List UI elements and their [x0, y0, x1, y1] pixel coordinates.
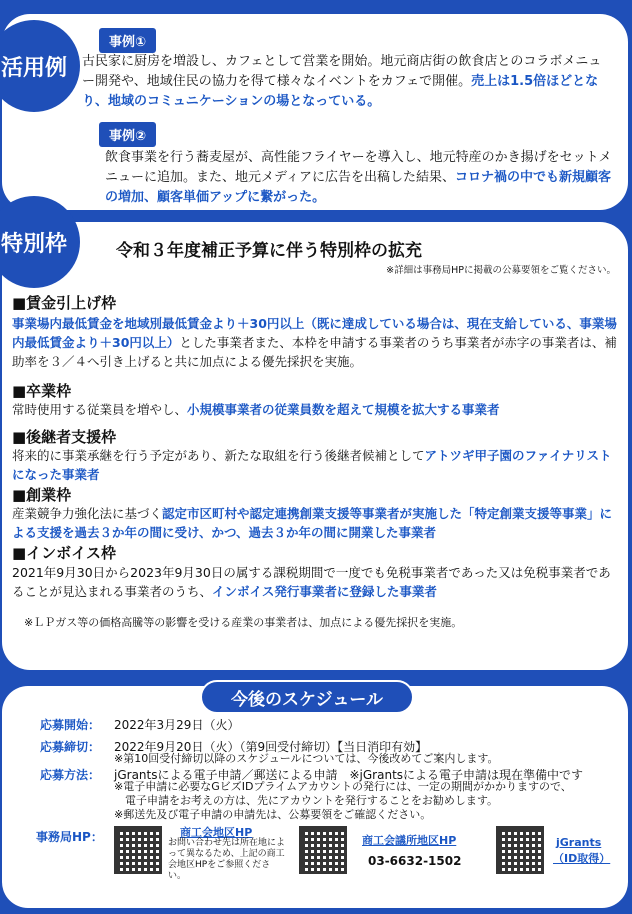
category-successor-text: [12, 446, 622, 484]
category-startup-title: ■創業枠: [12, 486, 72, 504]
special-frame-panel: [2, 222, 628, 670]
category-graduation-text: [12, 400, 622, 419]
application-start-label: 応募開始：: [40, 718, 101, 732]
chamber-district-hp-desc: お問い合わせ先は所在地によって異なるため、上記の商工会地区HPをご参照ください。: [168, 838, 286, 881]
category-successor-title: ■後継者支援枠: [12, 428, 117, 446]
application-deadline-note: ※第10回受付締切以降のスケジュールについては、今後改めてご案内します。: [114, 752, 499, 765]
category-startup-text: [12, 504, 622, 542]
case2-title: 事例②: [99, 122, 156, 147]
qr-code-icon[interactable]: [114, 826, 162, 874]
category-invoice-title: ■インボイス枠: [12, 544, 117, 562]
category-wage-body: とした事業者また、本枠を申請する事業者のうち事業者が赤字の事業者は、補助率を３／４へ引き上げると共に加点による優先採択を実施。: [12, 335, 617, 369]
category-wage-text: [12, 314, 622, 371]
application-method-label: 応募方法：: [40, 768, 101, 782]
category-successor-highlight: アトツギ甲子園のファイナリストになった事業者: [12, 448, 612, 482]
application-start-value: 2022年3月29日（火）: [114, 718, 240, 732]
category-graduation-highlight: 小規模事業者の従業員数を超えて規模を拡大する事業者: [187, 402, 500, 417]
jgrants-link[interactable]: jGrants: [556, 836, 602, 849]
special-frame-note: ※詳細は事務局HPに掲載の公募要領をご覧ください。: [386, 265, 616, 276]
case1-body: 古民家に厨房を増設し、カフェとして営業を開始。地元商店街の飲食店とのコラボメニュー開発や、地域住民の協力を得て様々なイベントをカフェで開催。: [82, 54, 602, 89]
case2-body: 飲食事業を行う蕎麦屋が、高性能フライヤーを導入し、地元特産のかき揚げをセットメニューに追加。また、地元メディアに広告を出稿した結果、: [105, 150, 612, 185]
case2-text: [105, 148, 613, 208]
category-invoice-body: 2021年9月30日から2023年9月30日の属する課税期間で一度でも免税事業者であった又は免税事業者であることが見込まれる事業者のうち、: [12, 565, 611, 599]
usage-examples-label: 活用例: [0, 55, 67, 81]
category-graduation-title: ■卒業枠: [12, 382, 72, 400]
office-hp-label: 事務局HP：: [36, 830, 103, 844]
jgrants-id-link[interactable]: （ID取得）: [553, 852, 611, 865]
category-invoice-text: [12, 563, 622, 601]
category-successor-body: 将来的に事業承継を行う予定があり、新たな取組を行う後継者候補として: [12, 448, 425, 463]
commerce-chamber-hp-link[interactable]: 商工会議所地区HP: [362, 834, 457, 847]
qr-code-icon[interactable]: [496, 826, 544, 874]
case1-text: [82, 52, 614, 112]
category-wage-title: ■賃金引上げ枠: [12, 294, 117, 312]
usage-examples-panel: [2, 14, 628, 210]
case2-highlight: コロナ禍の中でも新規顧客の増加、顧客単価アップに繋がった。: [105, 170, 611, 205]
application-deadline-label: 応募締切：: [40, 740, 101, 754]
case1-title: 事例①: [99, 28, 156, 53]
case1-highlight: 売上は1.5倍ほどとなり、地域のコミュニケーションの場となっている。: [82, 74, 599, 109]
special-frame-label: 特別枠: [0, 231, 67, 257]
schedule-title: 今後のスケジュール: [200, 680, 414, 714]
schedule-panel: [2, 686, 628, 908]
category-wage-highlight: 事業場内最低賃金を地域別最低賃金より＋30円以上（既に達成している場合は、現在支給している、事業場内最低賃金より＋30円以上）: [12, 316, 617, 350]
application-deadline-value: 2022年9月20日（火）（第9回受付締切）【当日消印有効】: [114, 740, 428, 754]
qr-code-icon[interactable]: [299, 826, 347, 874]
special-frame-title: 令和３年度補正予算に伴う特別枠の拡充: [116, 241, 422, 261]
category-startup-highlight: 認定市区町村や認定連携創業支援等事業者が実施した「特定創業支援等事業」による支援を過去３か年の間に受け、かつ、過去３か年の間に開業した事業者: [12, 506, 613, 540]
category-graduation-body: 常時使用する従業員を増やし、: [12, 402, 188, 417]
category-invoice-highlight: インボイス発行事業者に登録した事業者: [212, 584, 437, 599]
category-startup-body: 産業競争力強化法に基づく: [12, 506, 163, 521]
usage-examples-badge: [0, 20, 80, 112]
lp-gas-footnote: ※ＬＰガス等の価格高騰等の影響を受ける産業の事業者は、加点による優先採択を実施。: [24, 616, 463, 629]
application-method-note: ※電子申請に必要なGビズIDプライムアカウントの発行には、一定の期間がかかりますので、 電子申請をお考えの方は、先にアカウントを発行することをお勧めします。 ※郵送先及び電子申請の申請先は、公募要領をご確認ください。: [114, 780, 572, 821]
application-method-value: jGrantsによる電子申請／郵送による申請 ※jGrantsによる電子申請は現在準備中です: [114, 768, 584, 782]
chamber-district-hp-link[interactable]: 商工会地区HP: [180, 826, 253, 839]
commerce-chamber-phone: 03-6632-1502: [368, 854, 462, 868]
